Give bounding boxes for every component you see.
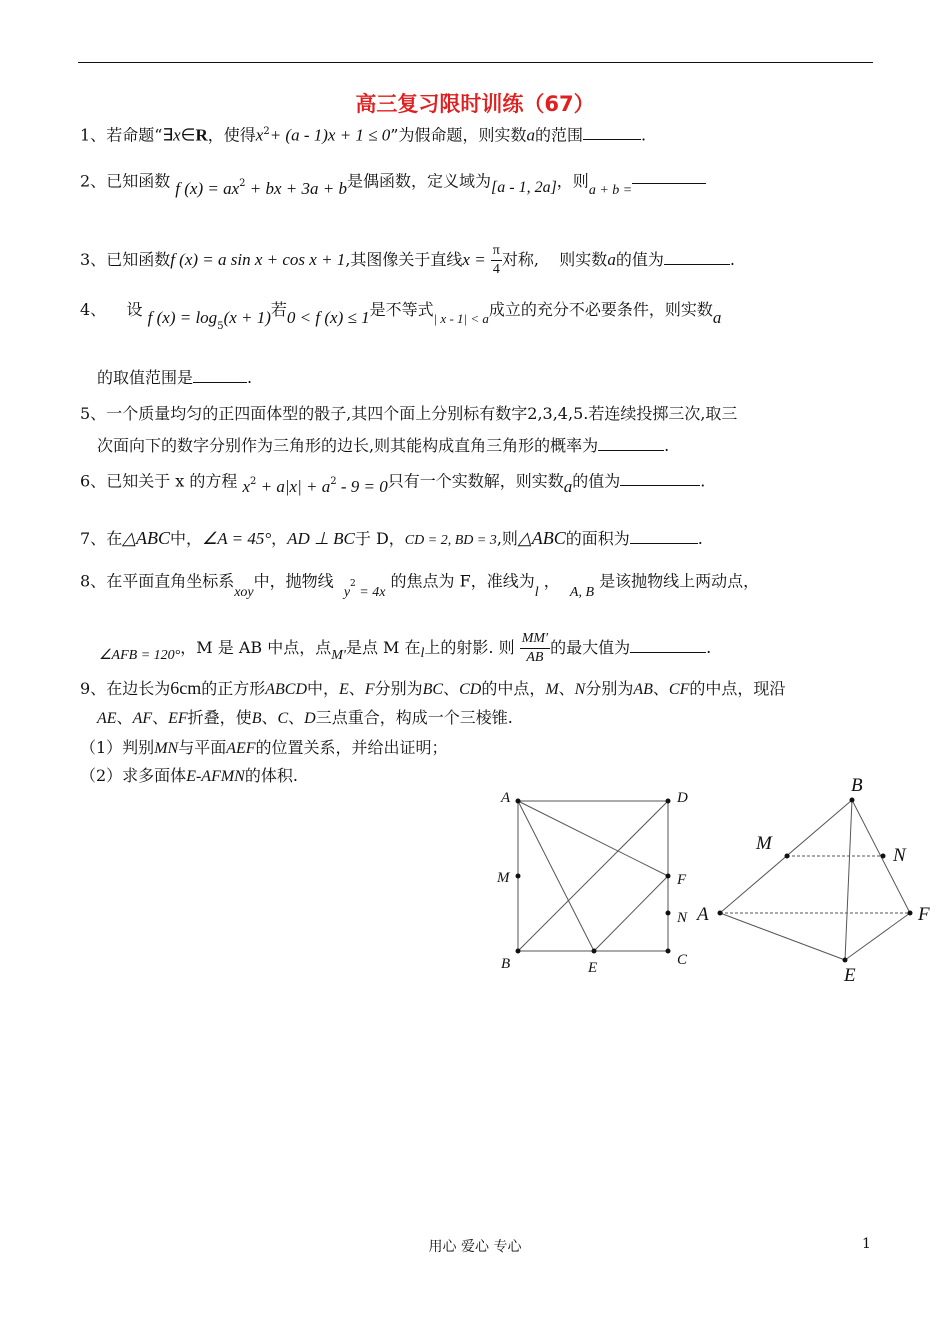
point-b: [516, 949, 521, 954]
q8-text-c: 的焦点为 F，准线为: [390, 571, 535, 591]
pyramid-point-f: [908, 911, 913, 916]
q1-text-b: ，使得: [207, 125, 256, 145]
q8-text-e: 是该抛物线上两动点，: [599, 571, 760, 591]
q2-sq: 2: [239, 178, 246, 189]
q5-line2: 次面向下的数字分别作为三角形的边长,则其能构成直角三角形的概率为: [97, 436, 599, 455]
q8-xoy: xoy: [234, 585, 254, 601]
q9-c: C: [277, 710, 289, 727]
q9-cd: CD: [459, 681, 482, 698]
q3-text-b: ,其图像关于直线: [345, 250, 463, 269]
q6-eq2: + a|x| + a: [256, 477, 331, 497]
pyramid-label-b: B: [851, 775, 863, 796]
q1-end: .: [640, 125, 647, 145]
q7-triangle: △ABC: [122, 528, 171, 548]
q7-text-e: ,则: [496, 529, 518, 548]
q7-end: .: [697, 529, 703, 548]
q7-text-b: 中，: [170, 529, 203, 548]
q9-text-1c: 中，: [307, 679, 340, 698]
q2-text-b: 是偶函数，定义域为: [347, 171, 492, 191]
pyramid-labels: [695, 775, 930, 986]
q1-a: a: [526, 125, 535, 145]
pyramid-label-f: F: [918, 904, 930, 925]
q9-part1-c: 的位置关系，并给出证明；: [255, 738, 448, 757]
q7-text-c: ，: [271, 529, 288, 548]
q9-ef: EF: [168, 710, 188, 727]
q9-part1-b: 与平面: [178, 738, 227, 757]
point-d: [666, 799, 671, 804]
q9-m: M: [545, 681, 559, 698]
q4-base: 5: [217, 321, 224, 333]
q1-sq: 2: [263, 126, 270, 137]
pyramid-figure: [720, 800, 910, 960]
edge-ae: [720, 913, 845, 960]
q3-number: 3、: [80, 250, 107, 269]
q9-aef: AEF: [226, 740, 256, 757]
q2-func2: + bx + 3a + b: [245, 179, 347, 199]
q6-text-a: 已知关于 x 的方程: [106, 471, 238, 491]
q9-text-2c: 折叠，使: [187, 708, 252, 727]
point-m: [516, 874, 521, 879]
q9-f: F: [364, 681, 375, 698]
q4-end: .: [247, 368, 253, 387]
q8-text-a: 在平面直角坐标系: [106, 571, 235, 591]
pyramid-point-a: [718, 911, 723, 916]
pyramid-point-b: [850, 798, 855, 803]
q9-text-2e: 、: [288, 708, 305, 727]
q6-sq: 2: [250, 476, 257, 487]
q4-func: f (x) = log: [147, 308, 218, 327]
q8-m-prime: M′: [331, 648, 346, 663]
label-e: E: [588, 960, 598, 976]
label-m: M: [497, 870, 510, 886]
q3-end: .: [729, 250, 735, 269]
q9-mn: MN: [154, 740, 179, 757]
q8-text-g: 是点 M 在: [345, 638, 421, 657]
q8-end: .: [706, 638, 712, 657]
q6-sq2: 2: [330, 476, 337, 487]
q1-text-d: 的范围: [534, 125, 583, 145]
q1-in: ∈: [180, 125, 196, 145]
q1-exists: ∃: [162, 125, 174, 145]
point-a: [516, 799, 521, 804]
q3-a: a: [607, 250, 616, 269]
q2-number: 2、: [80, 171, 107, 191]
label-f: F: [677, 872, 687, 888]
q1-expr: x: [255, 125, 264, 145]
q9-text-1h: 、: [558, 679, 575, 698]
pyramid-label-e: E: [844, 965, 856, 986]
q9-text-1b: 的正方形: [201, 679, 266, 698]
q6-a: a: [563, 477, 573, 497]
q9-text-1k: 的中点，现沿: [689, 679, 786, 698]
q9-text-2b: 、: [152, 708, 169, 727]
q8-text-h: 上的射影. 则: [424, 638, 515, 657]
q8-parabola: y: [343, 585, 351, 601]
pyramid-points: [718, 798, 913, 963]
q3-text-a: 已知函数: [106, 250, 171, 269]
q1-x: x: [173, 125, 181, 145]
q9-part2-a: （2）求多面体: [80, 766, 187, 785]
q9-number: 9、: [80, 679, 107, 698]
line-bd: [518, 801, 668, 951]
pyramid-label-n: N: [893, 845, 906, 866]
q9-length: 6cm: [170, 678, 202, 698]
edge-be: [845, 800, 852, 960]
q8-text-f: ，M 是 AB 中点，点: [180, 638, 332, 657]
q8-frac-num: MM′: [520, 630, 550, 649]
q3-pi: π: [491, 242, 502, 261]
q8-number: 8、: [80, 571, 107, 591]
label-c: C: [677, 952, 688, 968]
q9-abcd: ABCD: [265, 681, 307, 698]
edge-ef: [845, 913, 910, 960]
q3-four: 4: [492, 262, 500, 277]
q4-text-d: 成立的充分不必要条件，则实数: [488, 300, 713, 319]
q8-l: l: [534, 585, 539, 601]
q6-end: .: [700, 471, 706, 491]
label-b: B: [501, 956, 511, 972]
q8-text-b: 中，抛物线: [253, 571, 334, 591]
point-c: [666, 949, 671, 954]
q1-text-a: 若命题“: [106, 125, 163, 145]
q9-text-2d: 、: [261, 708, 278, 727]
q9-af: AF: [132, 710, 153, 727]
q2-text-c: ，则: [556, 171, 589, 191]
q3-text-c: 对称,: [501, 250, 539, 269]
q6-text-b: 只有一个实数解，则实数: [387, 471, 564, 491]
q8-parabola2: = 4x: [355, 585, 386, 601]
q9-polyhedron: E-AFMN: [186, 768, 245, 785]
q9-text-1g: 的中点，: [481, 679, 546, 698]
line-af: [518, 801, 668, 876]
q8-ab: A, B: [569, 585, 595, 601]
q9-part2-b: 的体积.: [244, 766, 298, 785]
q8-text-d: ，: [543, 571, 560, 591]
pyramid-point-m: [785, 854, 790, 859]
footer-text: 用心 爱心 专心: [428, 1239, 522, 1255]
q6-eq1: x: [242, 477, 251, 497]
q9-part1-a: （1）判别: [80, 738, 155, 757]
q9-ab: AB: [633, 681, 653, 698]
q6-number: 6、: [80, 471, 107, 491]
label-n: N: [677, 910, 688, 926]
q9-text-1a: 在边长为: [106, 679, 171, 698]
q7-number: 7、: [80, 529, 107, 548]
q8-l2: l: [420, 646, 425, 661]
q1-text-c: ”为假命题，则实数: [390, 125, 527, 145]
q8-frac-den: AB: [526, 650, 544, 665]
q9-text-2a: 、: [116, 708, 133, 727]
q2-result: a + b =: [588, 183, 633, 199]
q6-eq3: - 9 = 0: [336, 477, 388, 497]
square-figure: [518, 801, 668, 951]
q4-text-b: 若: [270, 300, 287, 319]
line-ef: [594, 876, 668, 951]
q2-func: f (x) = ax: [175, 179, 240, 199]
pyramid-point-e: [843, 958, 848, 963]
q9-b: B: [251, 710, 262, 727]
q9-ae: AE: [97, 710, 117, 727]
q7-text-a: 在: [106, 529, 123, 548]
q9-text-2f: 三点重合，构成一个三棱锥.: [315, 708, 513, 727]
point-e: [592, 949, 597, 954]
q9-e: E: [339, 681, 349, 698]
q3-text-d: 则实数: [559, 250, 608, 269]
page-title: 高三复习限时训练（67）: [355, 92, 595, 116]
q3-x-eq: x =: [462, 250, 486, 269]
q3-text-e: 的值为: [615, 250, 664, 269]
q7-angle: ∠A = 45°: [202, 529, 272, 548]
q8-text-i: 的最大值为: [550, 638, 631, 657]
q4-line2: 的取值范围是: [97, 368, 194, 387]
page-number: 1: [862, 1236, 871, 1252]
q7-text-f: 的面积为: [565, 529, 630, 548]
q7-lengths: CD = 2, BD = 3: [404, 533, 497, 548]
pyramid-label-m: M: [756, 833, 772, 854]
pyramid-point-n: [881, 854, 886, 859]
line-ae: [518, 801, 594, 951]
q5-end: .: [664, 436, 670, 455]
q9-text-1f: 、: [443, 679, 460, 698]
label-a: A: [501, 790, 511, 806]
q5-line1: 一个质量均匀的正四面体型的骰子,其四个面上分别标有数字2,3,4,5.若连续投掷三次,取三: [106, 404, 738, 423]
q8-angle: ∠AFB = 120°: [99, 648, 181, 663]
q9-cf: CF: [668, 681, 690, 698]
q9-text-1i: 分别为: [585, 679, 634, 698]
label-d: D: [677, 790, 688, 806]
point-n: [666, 911, 671, 916]
q2-domain: [a - 1, 2a]: [491, 179, 557, 197]
q4-ineq: | x - 1| < a: [433, 311, 489, 326]
q9-d: D: [304, 710, 316, 727]
q1-number: 1、: [80, 125, 107, 145]
q3-func: f (x) = a sin x + cos x + 1: [170, 250, 346, 269]
point-f: [666, 874, 671, 879]
q1-R: R: [195, 125, 208, 145]
q4-text-c: 是不等式: [369, 300, 434, 319]
q7-triangle-2: △ABC: [517, 528, 566, 548]
q9-text-1j: 、: [652, 679, 669, 698]
q4-text-a: 设: [126, 300, 143, 319]
q9-text-1d: 、: [348, 679, 365, 698]
q5-number: 5、: [80, 404, 107, 423]
q4-cond: 0 < f (x) ≤ 1: [286, 308, 370, 327]
q1-expr2: + (a - 1)x + 1 ≤ 0: [269, 125, 391, 145]
q2-text-a: 已知函数: [106, 171, 171, 191]
q4-func2: (x + 1): [223, 308, 271, 327]
q9-text-1e: 分别为: [374, 679, 423, 698]
q7-text-d: 于 D，: [354, 529, 405, 548]
q4-number: 4、: [80, 300, 107, 319]
q4-a: a: [712, 308, 722, 327]
q6-text-c: 的值为: [572, 471, 621, 491]
q9-n: N: [574, 681, 586, 698]
q7-perp: AD ⊥ BC: [287, 529, 355, 548]
q9-bc: BC: [422, 681, 444, 698]
q8-sq: 2: [350, 579, 356, 589]
pyramid-label-a: A: [697, 904, 709, 925]
